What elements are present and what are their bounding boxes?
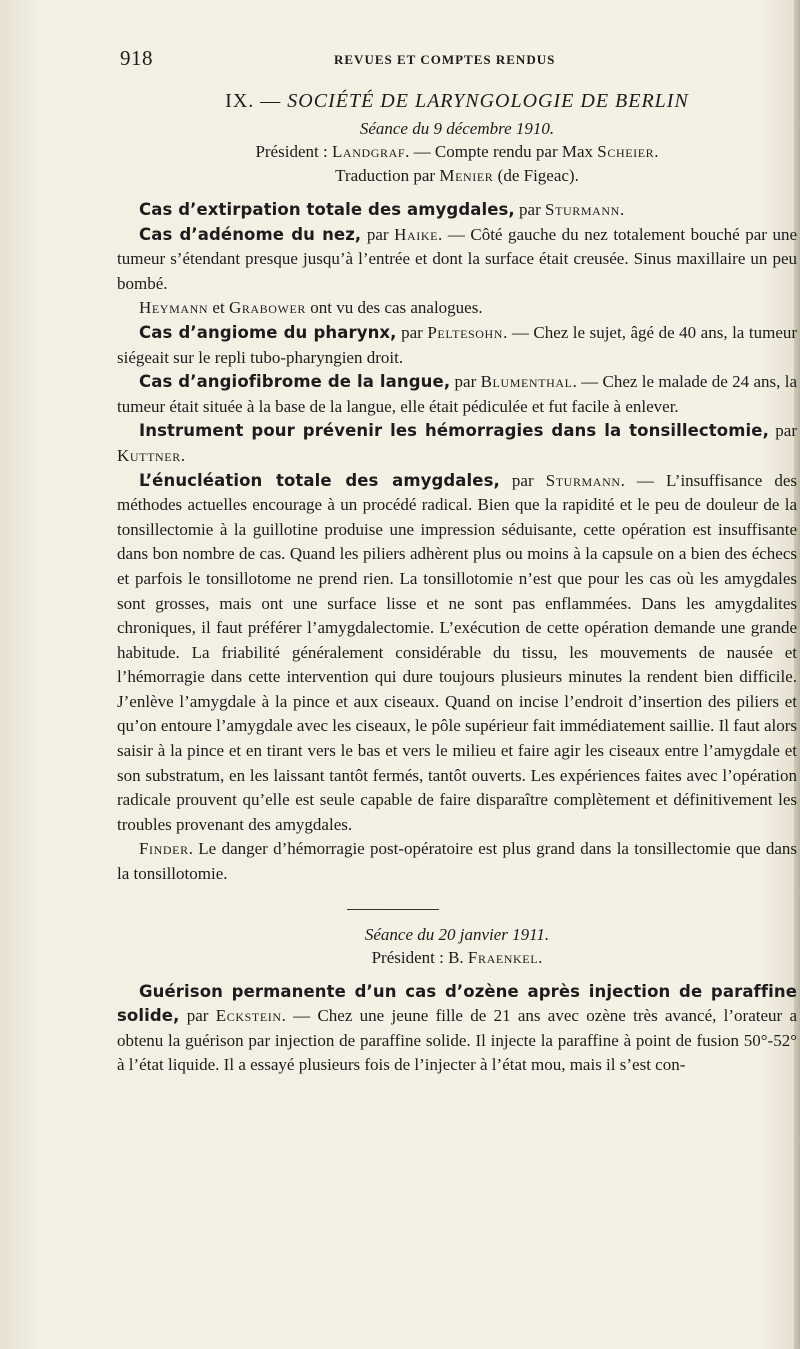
entry-angiome: Cas d’angiome du pharynx, par Peltesohn. — Chez le sujet, âgé de 40 ans, la tumeur siégeait sur le repli tubo-pharyngien droit. — [117, 322, 798, 367]
entry-heading: Cas d’angiofibrome de la langue, — [139, 372, 451, 392]
section-divider — [347, 909, 439, 910]
entry-text: . Le danger d’hémorragie post-opératoire est plus grand dans la tonsillectomie que dans la tonsillotomie. — [117, 839, 797, 884]
translation-line: Traduction par Menier (de Figeac). — [335, 166, 579, 185]
running-head: REVUES ET COMPTES RENDUS — [334, 52, 556, 67]
session-date-1: Séance du 9 décembre 1910. — [359, 119, 555, 138]
president-line-2: Président : B. Fraenkel. — [371, 947, 543, 967]
society-title — [117, 88, 797, 114]
entry-author: Kuttner — [117, 445, 181, 465]
entry-text: . — Chez le malade de 24 ans, la tumeur était située à la base de la langue, elle était pédiculée et fut facile à enlever. — [117, 372, 798, 416]
discussant-name: Grabower — [228, 298, 307, 318]
page-header — [120, 46, 800, 76]
entry-instrument: Instrument pour prévenir les hémorragies dans la tonsillectomie, par Kuttner. — [117, 421, 797, 465]
entry-author: Sturmann — [545, 200, 620, 219]
reporter-name: Scheier — [597, 142, 655, 161]
entry-author: Haike — [394, 224, 439, 244]
entry-heading: Cas d’extirpation totale des amygdales, — [139, 200, 515, 219]
translator-name: Menier — [439, 166, 494, 185]
session-date-2: Séance du 20 janvier 1911. — [364, 924, 550, 944]
page-body — [117, 88, 797, 1078]
entry-extirpation: Cas d’extirpation totale des amygdales, par Sturmann. — [139, 200, 625, 219]
entry-heading: Cas d’adénome du nez, — [139, 224, 362, 244]
entry-author: Peltesohn — [427, 322, 504, 342]
entry-angiofibrome: Cas d’angiofibrome de la langue, par Blumenthal. — Chez le malade de 24 ans, la tumeur était située à la base de la langue, elle était pédiculée et fut facile à enlever. — [117, 372, 798, 416]
entry-adenome: Cas d’adénome du nez, par Haike. — Côté gauche du nez totalement bouché par une tumeur s’étendant presque jusqu’à l’entrée et dont la surface était creusée. Sinus maxillaire un peu bombé. — [117, 224, 798, 293]
president-name: Landgraf — [331, 142, 406, 161]
discussant-name: Finder — [139, 839, 189, 859]
entry-heading: Instrument pour prévenir les hémorragies dans la tonsillectomie, — [139, 421, 769, 441]
discussant-name: Heymann — [139, 298, 209, 318]
entry-author: Eckstein — [215, 1006, 282, 1026]
section-numeral: IX. — — [225, 90, 282, 112]
entry-discussion-heymann: Heymann et Grabower ont vu des cas analogues. — [139, 298, 483, 318]
page-number: 918 — [120, 46, 153, 70]
entry-heading: Cas d’angiome du pharynx, — [139, 322, 397, 342]
entry-text: . — Chez une jeune fille de 21 ans avec ozène très avancé, l’orateur a obtenu la guérison par injection de paraffine solide. Il injecte la paraffine à point de fusion 50°-52° à l’état liquide. Il a essayé plusieurs fois de l’injecter à l’état mou, mais il s’est con- — [117, 1006, 798, 1075]
entry-discussion-finder — [117, 837, 797, 886]
entry-text: . — Chez le sujet, âgé de 40 ans, la tumeur siégeait sur le repli tubo-pharyngien droit. — [117, 322, 798, 367]
president-line-1: Président : Landgraf. — Compte rendu par Max Scheier. — [255, 142, 659, 161]
entry-ozene: Guérison permanente d’un cas d’ozène après injection de paraffine solide, par Eckstein. — Chez une jeune fille de 21 ans avec ozène très avancé, l’orateur a obtenu la guérison par injection de paraffine solide. Il injecte la paraffine à point de fusion 50°-52° à l’état liquide. Il a essayé plusieurs fois de l’injecter à l’état mou, mais il s’est con- — [117, 981, 798, 1075]
president-name: Fraenkel — [467, 947, 539, 967]
entry-heading: Guérison permanente d’un cas d’ozène après injection de paraffine solide, — [117, 981, 797, 1026]
entry-text: ont vu des cas analogues. — [310, 298, 483, 318]
society-name: SOCIÉTÉ DE LARYNGOLOGIE DE BERLIN — [287, 90, 689, 112]
entry-text: . — L’insuffisance des méthodes actuelles encourage à un procédé radical. Bien que la rapidité et le peu de douleur de la tonsillectomie à la guillotine produise une impression séduisante, cette opération est insuffisante dans bon nombre de cas. Quand les piliers adhèrent plus ou moins à la capsule on a bien des échecs et parfois le tonsillotome ne prend rien. La tonsillotomie n’est que pour les cas où les amygdales sont grosses, mais ont une surface lisse et ne sont pas enflammées. Dans les amygdalites chroniques, il faut préférer l’amygdalectomie. L’exécution de cette opération demande une grande habitude. La friabilité généralement considérable du tissu, les mouvements de nausée et l’hémorragie dans cette intervention qui dure toujours plusieurs minutes la rendent bien difficile. J’enlève l’amygdale à la pince et aux ciseaux. Quand on incise l’endroit d’insertion des piliers et qu’on entoure l’amygdale avec les ciseaux, le pôle supérieur fait immédiatement saillie. Il faut alors saisir à la pince et en tirant vers le bas et vers le milieu et faire agir les ciseaux entre l’amygdale et son substratum, en les laissant tantôt fermés, tantôt ouverts. Les expériences faites avec l’opération radicale prouvent qu’elle est seule capable de faire disparaître complètement et définitivement les troubles provenant des amygdales. — [117, 470, 797, 834]
entry-heading: L’énucléation totale des amygdales, — [139, 470, 500, 490]
entry-author: Sturmann — [545, 470, 621, 490]
entry-author: Blumenthal — [480, 372, 573, 392]
entry-enucleation: L’énucléation totale des amygdales, par Sturmann. — L’insuffisance des méthodes actuelles encourage à un procédé radical. Bien que la rapidité et le peu de douleur de la tonsillectomie à la guillotine produise une impression séduisante, cette opération est insuffisante dans bon nombre de cas. Quand les piliers adhèrent plus ou moins à la capsule on a bien des échecs et parfois le tonsillotome ne prend rien. La tonsillotomie n’est que pour les cas où les amygdales sont grosses, mais ont une surface lisse et ne sont pas enflammées. Dans les amygdalites chroniques, il faut préférer l’amygdalectomie. L’exécution de cette opération demande une grande habitude. La friabilité généralement considérable du tissu, les mouvements de nausée et l’hémorragie dans cette intervention qui dure toujours plusieurs minutes la rendent bien difficile. J’enlève l’amygdale à la pince et aux ciseaux. Quand on incise l’endroit d’insertion des piliers et qu’on entoure l’amygdale avec les ciseaux, le pôle supérieur fait immédiatement saillie. Il faut alors saisir à la pince et en tirant vers le bas et vers le milieu et faire agir les ciseaux entre l’amygdale et son substratum, en les laissant tantôt fermés, tantôt ouverts. Les expériences faites avec l’opération radicale prouvent qu’elle est seule capable de faire disparaître complètement et définitivement les troubles provenant des amygdales. — [117, 470, 797, 834]
entry-text: . — Côté gauche du nez totalement bouché par une tumeur s’étendant presque jusqu’à l’entrée et dont la surface était creusée. Sinus maxillaire un peu bombé. — [117, 224, 798, 293]
